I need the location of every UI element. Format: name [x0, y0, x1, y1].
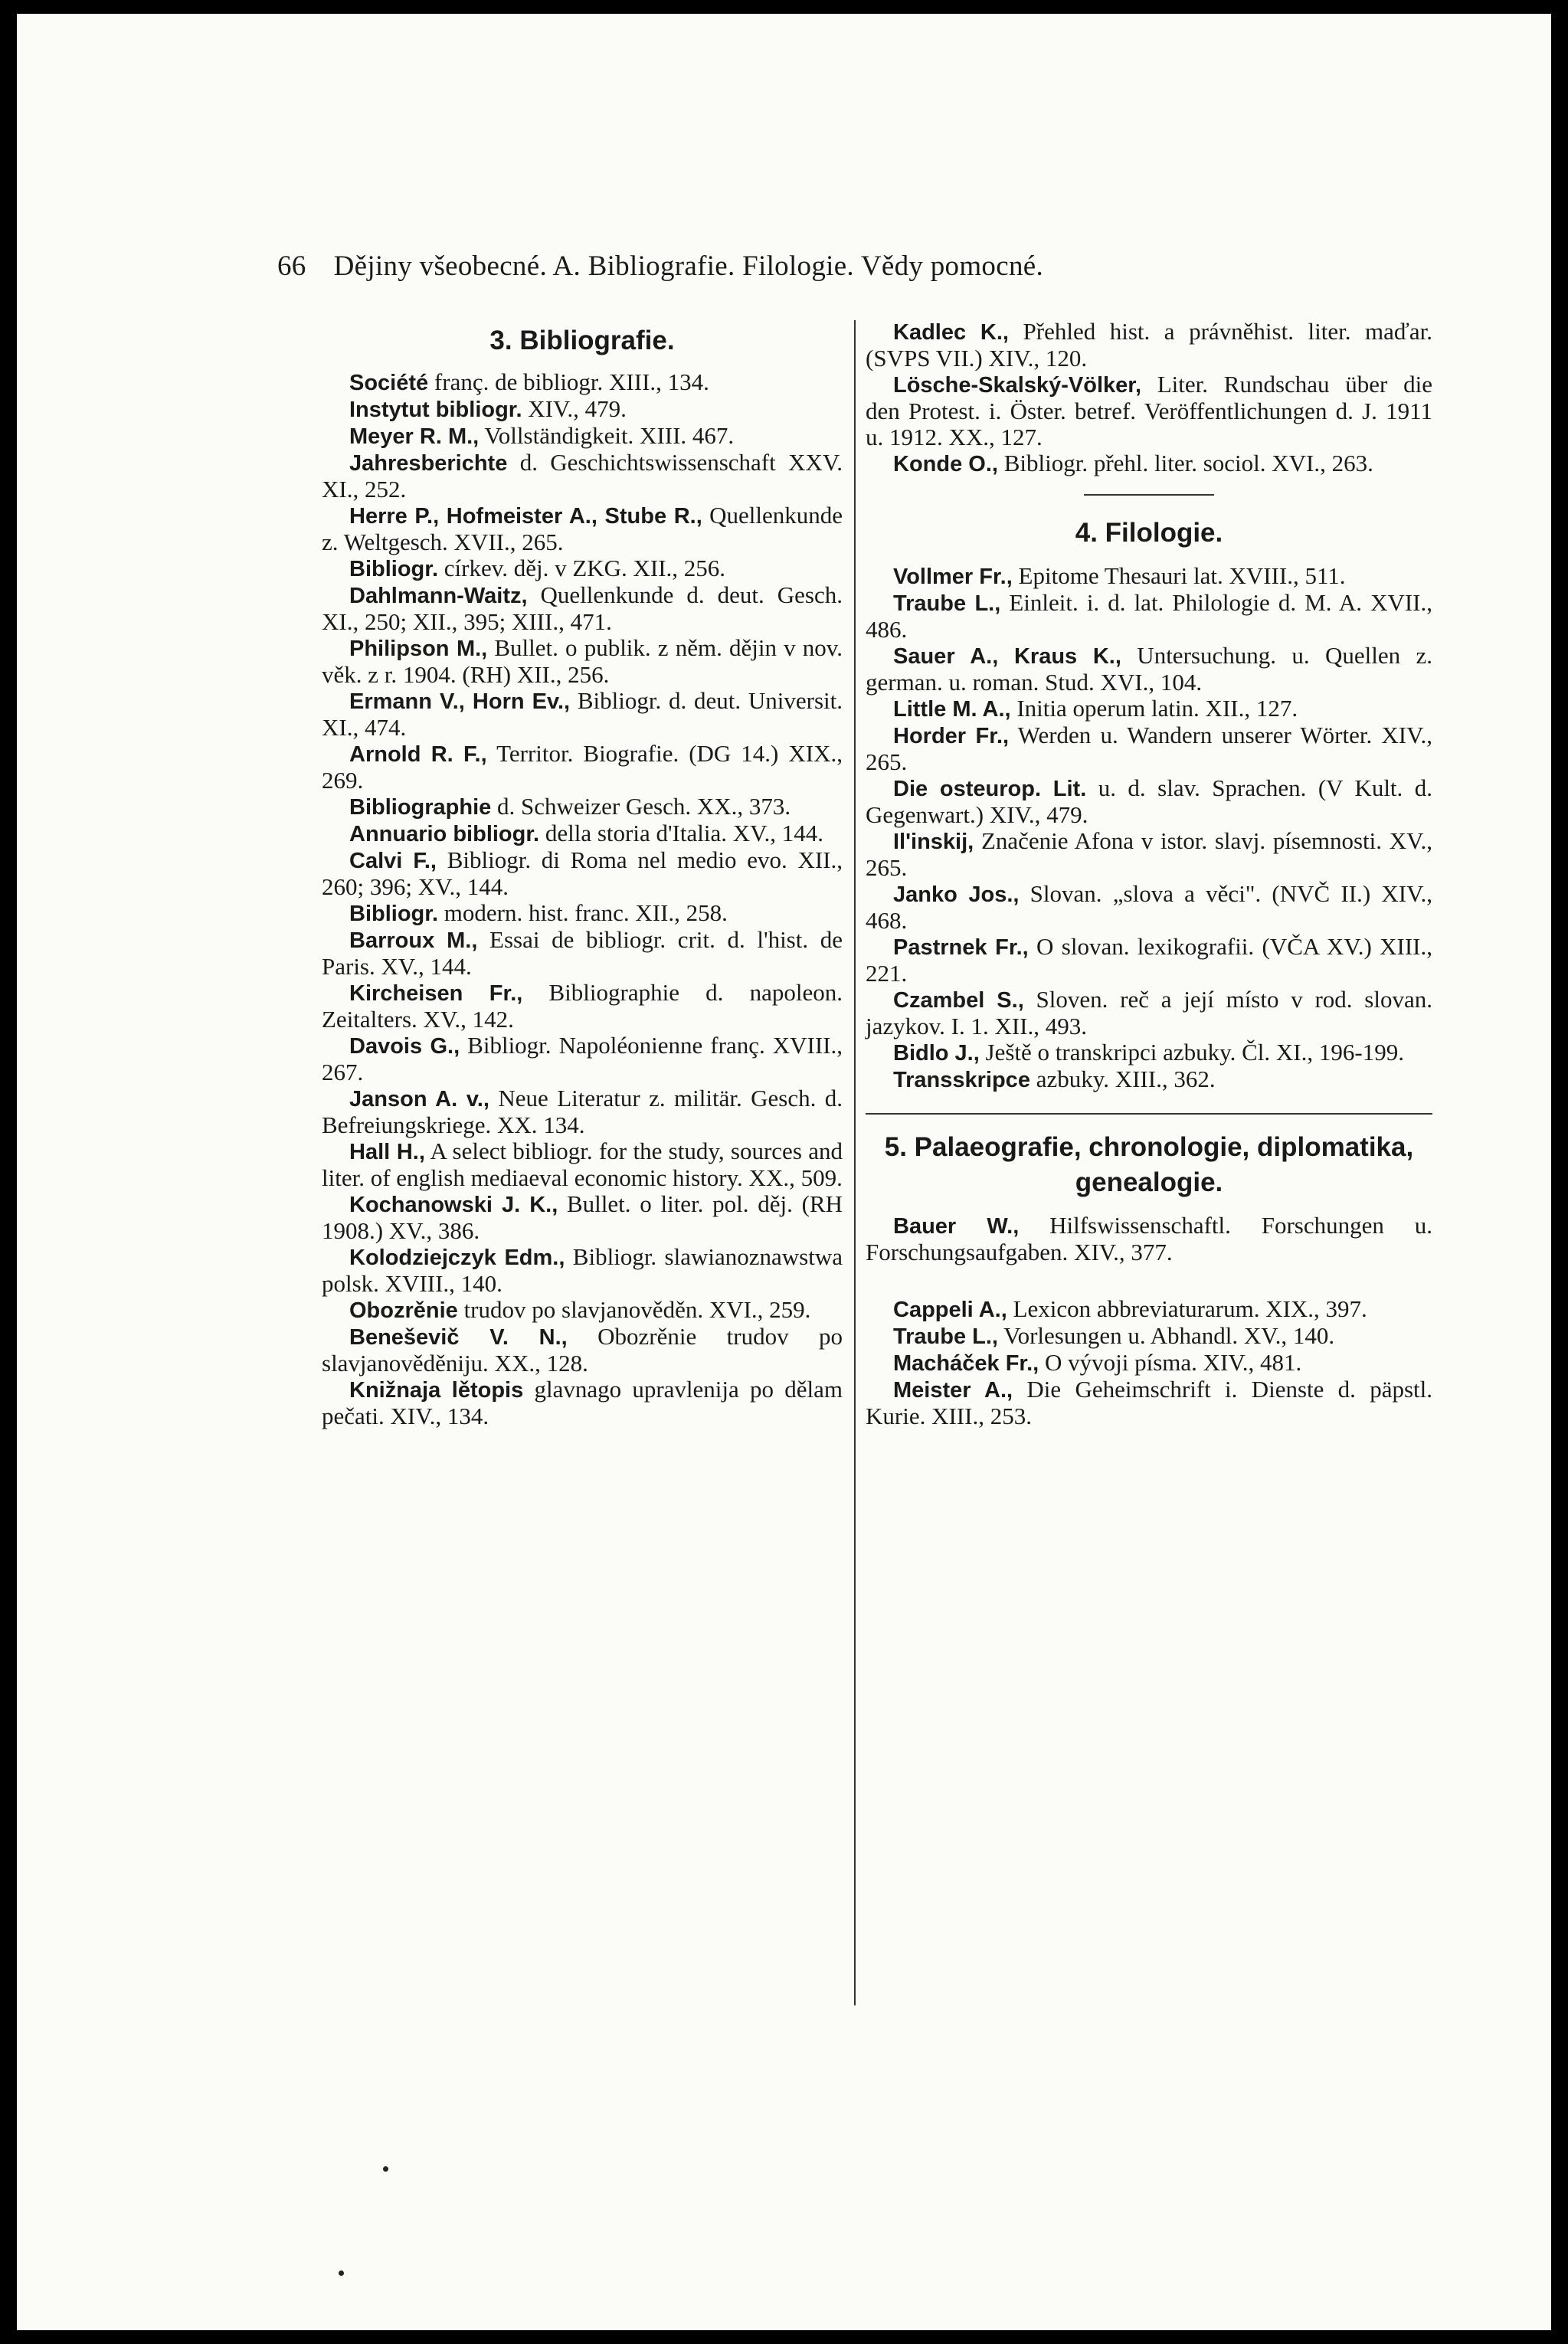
- entry-author: Philipson M.,: [349, 637, 488, 661]
- entry-citation: Bullet. o liter. pol. děj. (RH 1908.) XV., 386.: [322, 1190, 843, 1244]
- entry-citation: Bibliogr. slawianoznawstwa polsk. XVIII., 140.: [322, 1243, 843, 1297]
- entry-citation: Liter. Rundschau über die den Protest. i. Öster. betref. Veröffentlichungen d. J. 1911 u. 1912. XX., 127.: [866, 371, 1432, 450]
- bibliography-entry: [866, 590, 1432, 643]
- entry-citation: d. Geschichtswissenschaft XXV. XI., 252.: [322, 449, 843, 503]
- entry-citation: franç. de bibliogr. XIII., 134.: [428, 368, 709, 395]
- entry-author: Obozrěnie: [349, 1298, 458, 1323]
- section-divider: [1084, 494, 1214, 496]
- entry-citation: A select bibliogr. for the study, sources and liter. of english mediaeval economic history. XX., 509.: [322, 1138, 843, 1191]
- bibliography-entry: [322, 1324, 843, 1377]
- entry-citation: Quellenkunde z. Weltgesch. XVII., 265.: [322, 502, 843, 555]
- entry-citation: Značenie Afona v istor. slavj. písemnosti. XV., 265.: [866, 827, 1432, 881]
- entry-citation: azbuky. XIII., 362.: [1030, 1066, 1216, 1092]
- entry-author: Ermann V., Horn Ev.,: [349, 689, 571, 714]
- bibliography-entry: [866, 1296, 1432, 1323]
- bibliography-entry: [322, 794, 843, 820]
- entry-author: Konde O.,: [893, 452, 998, 476]
- scan-speck: [339, 2270, 344, 2276]
- page-number: 66: [277, 250, 306, 282]
- filologie-entry-list: [866, 563, 1432, 1093]
- bibliography-entry: [866, 987, 1432, 1039]
- bibliography-entry: [322, 1191, 843, 1244]
- entry-citation: Hilfswissenschaftl. Forschungen u. Forschungsaufgaben. XIV., 377.: [866, 1212, 1432, 1265]
- entry-citation: Bibliogr. Napoléonienne franç. XVIII., 267.: [322, 1032, 843, 1085]
- scan-speck: [383, 2166, 388, 2172]
- section-title-filologie: 4. Filologie.: [1075, 518, 1223, 548]
- bibliography-entry-list: [322, 369, 843, 1429]
- bibliography-entry: [866, 934, 1432, 987]
- scanned-page: [17, 14, 1551, 2330]
- entry-citation: Bibliographie d. napoleon. Zeitalters. XV., 142.: [322, 979, 843, 1033]
- entry-citation: Werden u. Wandern unserer Wörter. XIV., 265.: [866, 722, 1432, 775]
- bibliography-entry: [322, 847, 843, 900]
- entry-citation: Ještě o transkripci azbuky. Čl. XI., 196-199.: [979, 1039, 1404, 1066]
- entry-author: Knižnaja lětopis: [349, 1378, 524, 1403]
- entry-author: Bibliographie: [349, 795, 492, 820]
- entry-citation: Bibliogr. di Roma nel medio evo. XII., 260; 396; XV., 144.: [322, 846, 843, 900]
- entry-author: Bibliogr.: [349, 902, 438, 926]
- entry-citation: Obozrěnie trudov po slavjanověděniju. XX., 128.: [322, 1323, 843, 1377]
- bibliography-entry: [322, 369, 843, 396]
- entry-citation: Vorlesungen u. Abhandl. XV., 140.: [997, 1322, 1335, 1349]
- bibliography-entry: [322, 1085, 843, 1138]
- entry-author: Kircheisen Fr.,: [349, 981, 523, 1006]
- entry-author: Sauer A., Kraus K.,: [893, 644, 1121, 669]
- entry-citation: glavnago upravlenija po dělam pečati. XIV., 134.: [322, 1376, 843, 1429]
- entry-author: Bibliogr.: [349, 557, 438, 581]
- entry-author: Il'inskij,: [893, 830, 974, 854]
- entry-citation: modern. hist. franc. XII., 258.: [438, 899, 728, 926]
- entry-author: Kolodziejczyk Edm.,: [349, 1246, 565, 1270]
- entry-author: Cappeli A.,: [893, 1298, 1007, 1322]
- bibliography-entry: [322, 1244, 843, 1297]
- entry-author: Hall H.,: [349, 1140, 425, 1164]
- bibliography-entry: [322, 900, 843, 927]
- bibliography-entry: [322, 1033, 843, 1085]
- right-column: [866, 319, 1432, 1429]
- entry-citation: Territor. Biografie. (DG 14.) XIX., 269.: [322, 740, 843, 794]
- entry-author: Little M. A.,: [893, 697, 1011, 722]
- entry-citation: Epitome Thesauri lat. XVIII., 511.: [1012, 562, 1346, 589]
- entry-author: Lösche-Skalský-Völker,: [893, 373, 1141, 398]
- entry-citation: O vývoji písma. XIV., 481.: [1039, 1349, 1302, 1376]
- entry-citation: Initia operum latin. XII., 127.: [1010, 695, 1298, 722]
- bibliography-entry: [866, 372, 1432, 450]
- bibliography-entry: [322, 927, 843, 980]
- entry-citation: Essai de bibliogr. crit. d. l'hist. de Paris. XV., 144.: [322, 926, 843, 980]
- bibliography-entry: [866, 1213, 1432, 1265]
- bibliography-entry: [322, 582, 843, 635]
- page-header-title: Dějiny všeobecné. A. Bibliografie. Filologie. Vědy pomocné.: [333, 250, 1044, 282]
- spacer: [866, 1265, 1432, 1296]
- bibliography-entry: [322, 503, 843, 555]
- entry-author: Traube L.,: [893, 591, 1001, 616]
- entry-citation: církev. děj. v ZKG. XII., 256.: [438, 555, 726, 581]
- column-divider: [854, 320, 856, 2005]
- entry-author: Traube L.,: [893, 1324, 998, 1349]
- palaeografie-entry-list: [866, 1296, 1432, 1429]
- entry-citation: Quellenkunde d. deut. Gesch. XI., 250; XII., 395; XIII., 471.: [322, 581, 843, 635]
- bibliography-entry: [322, 450, 843, 503]
- entry-citation: della storia d'Italia. XV., 144.: [539, 820, 824, 846]
- left-column: [322, 319, 843, 1429]
- bibliography-entry: [866, 828, 1432, 881]
- bibliography-entry: [866, 1039, 1432, 1066]
- bibliography-entry-list: [866, 319, 1432, 477]
- bibliography-entry: [322, 555, 843, 582]
- entry-author: Janson A. v.,: [349, 1087, 489, 1111]
- bibliography-entry: [322, 1297, 843, 1324]
- entry-author: Czambel S.,: [893, 988, 1024, 1013]
- entry-author: Davois G.,: [349, 1034, 460, 1059]
- entry-citation: XIV., 479.: [522, 395, 627, 422]
- entry-citation: d. Schweizer Gesch. XX., 373.: [491, 793, 791, 820]
- entry-author: Transskripce: [893, 1068, 1030, 1092]
- entry-author: Kochanowski J. K.,: [349, 1193, 558, 1217]
- entry-citation: trudov po slavjanověděn. XVI., 259.: [457, 1296, 811, 1323]
- entry-author: Dahlmann-Waitz,: [349, 584, 528, 608]
- entry-citation: Bullet. o publik. z něm. dějin v nov. věk. z r. 1904. (RH) XII., 256.: [322, 634, 843, 688]
- section-title-bibliografie: 3. Bibliografie.: [489, 326, 675, 355]
- entry-citation: Lexicon abbreviaturarum. XIX., 397.: [1007, 1295, 1367, 1322]
- bibliography-entry: [322, 980, 843, 1033]
- entry-author: Janko Jos.,: [893, 882, 1020, 907]
- bibliography-entry: [322, 741, 843, 794]
- bibliography-entry: [866, 775, 1432, 828]
- bibliography-entry: [866, 319, 1432, 372]
- entry-citation: Die Geheimschrift i. Dienste d. päpstl. Kurie. XIII., 253.: [866, 1376, 1432, 1429]
- bibliography-entry: [866, 696, 1432, 722]
- entry-citation: Bibliogr. d. deut. Universit. XI., 474.: [322, 687, 843, 741]
- entry-author: Instytut bibliogr.: [349, 398, 522, 422]
- bibliography-entry: [322, 1138, 843, 1191]
- entry-citation: Bibliogr. přehl. liter. sociol. XVI., 263.: [997, 450, 1373, 476]
- bibliography-entry: [322, 396, 843, 423]
- entry-author: Bidlo J.,: [893, 1041, 980, 1066]
- entry-author: Calvi F.,: [349, 849, 437, 873]
- entry-citation: Neue Literatur z. militär. Gesch. d. Befreiungskriege. XX. 134.: [322, 1085, 843, 1138]
- entry-citation: Sloven. reč a její místo v rod. slovan. jazykov. I. 1. XII., 493.: [866, 986, 1432, 1039]
- entry-author: Barroux M.,: [349, 928, 478, 953]
- bibliography-entry: [322, 1377, 843, 1429]
- entry-author: Bauer W.,: [893, 1214, 1020, 1239]
- entry-citation: Přehled hist. a právněhist. liter. maďar. (SVPS VII.) XIV., 120.: [866, 318, 1433, 372]
- entry-citation: Einleit. i. d. lat. Philologie d. M. A. XVII., 486.: [866, 589, 1432, 643]
- entry-author: Meister A.,: [893, 1378, 1013, 1403]
- entry-author: Macháček Fr.,: [893, 1351, 1039, 1376]
- entry-citation: O slovan. lexikografii. (VČA XV.) XIII., 221.: [866, 933, 1432, 987]
- entry-author: Beneševič V. N.,: [349, 1325, 568, 1350]
- section-title-palaeografie: 5. Palaeografie, chronologie, diplomatika, genealogie.: [884, 1132, 1414, 1197]
- entry-author: Vollmer Fr.,: [893, 565, 1013, 589]
- bibliography-entry: [866, 563, 1432, 590]
- entry-author: Arnold R. F.,: [349, 742, 487, 767]
- entry-citation: Untersuchung. u. Quellen z. german. u. roman. Stud. XVI., 104.: [866, 642, 1433, 696]
- entry-author: Société: [349, 371, 429, 395]
- bibliography-entry: [866, 1377, 1432, 1429]
- bibliography-entry: [322, 635, 843, 688]
- bibliography-entry: [866, 1350, 1432, 1377]
- bibliography-entry: [866, 1323, 1432, 1350]
- entry-citation: u. d. slav. Sprachen. (V Kult. d. Gegenwart.) XIV., 479.: [866, 774, 1433, 828]
- section-divider: [866, 1113, 1432, 1115]
- running-head: [277, 250, 1327, 283]
- bibliography-entry: [866, 1066, 1432, 1093]
- bibliography-entry: [866, 722, 1432, 775]
- bibliography-entry: [866, 643, 1432, 696]
- entry-author: Jahresberichte: [349, 451, 508, 476]
- bibliography-entry: [322, 423, 843, 450]
- bibliography-entry: [322, 820, 843, 847]
- bibliography-entry: [866, 450, 1432, 477]
- entry-author: Meyer R. M.,: [349, 424, 480, 449]
- entry-author: Herre P., Hofmeister A., Stube R.,: [349, 504, 702, 529]
- entry-author: Pastrnek Fr.,: [893, 935, 1029, 960]
- entry-author: Die osteurop. Lit.: [893, 777, 1087, 801]
- entry-citation: Vollständigkeit. XIII. 467.: [479, 422, 735, 449]
- palaeografie-entry-list: [866, 1213, 1432, 1265]
- bibliography-entry: [322, 688, 843, 741]
- entry-citation: Slovan. „slova a věci". (NVČ II.) XIV., 468.: [866, 880, 1432, 934]
- entry-author: Annuario bibliogr.: [349, 822, 540, 846]
- entry-author: Horder Fr.,: [893, 724, 1010, 748]
- entry-author: Kadlec K.,: [893, 320, 1009, 345]
- bibliography-entry: [866, 881, 1432, 934]
